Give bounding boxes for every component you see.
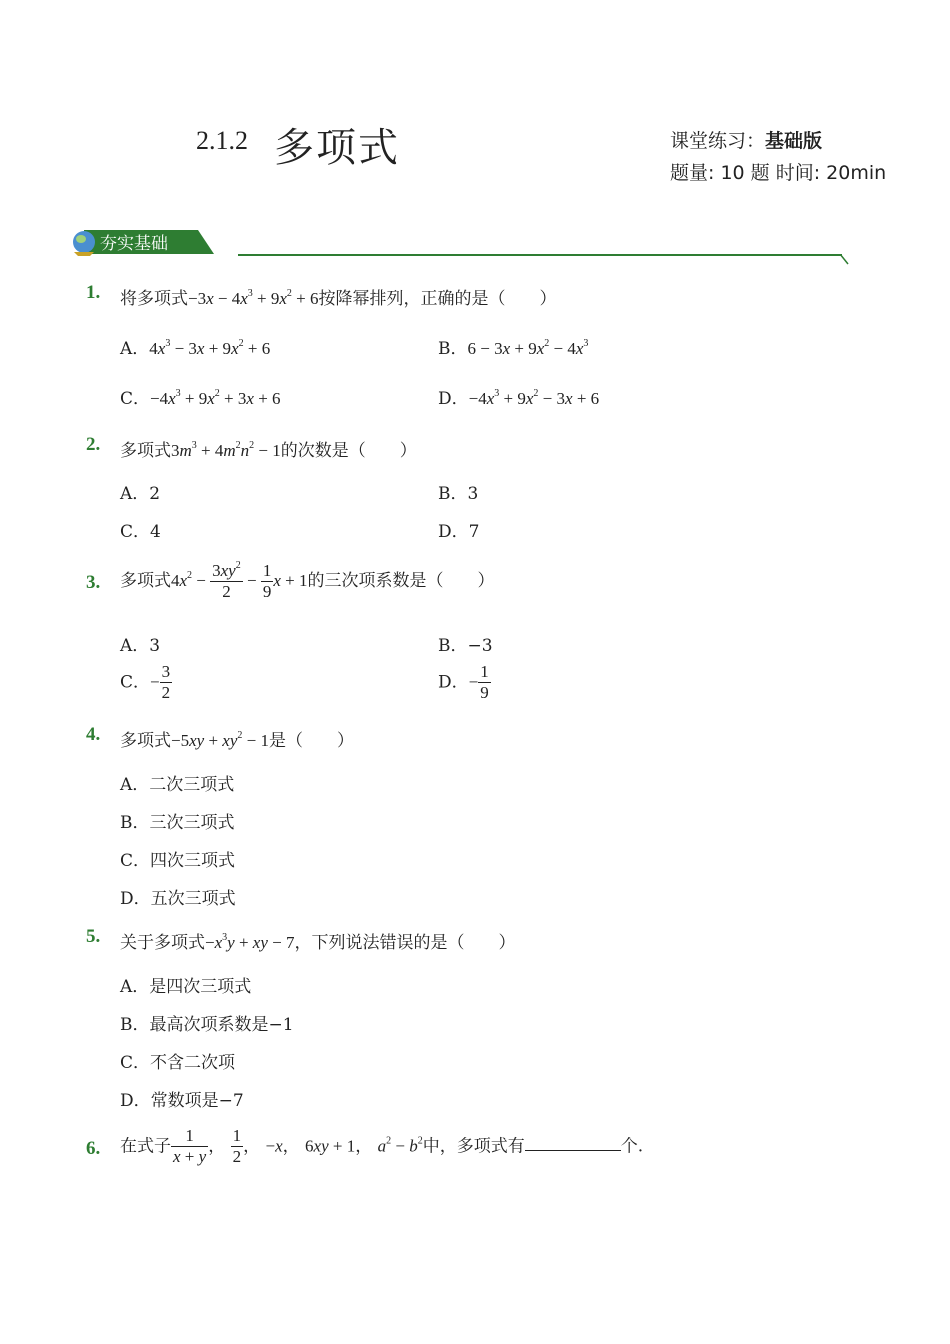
question-stem: 将多项式$-3x - 4x^3 + 9x^2 + 6$按降幂排列，正确的是（ ） <box>120 288 557 309</box>
q3-option-b[interactable]: B．−3 <box>438 636 493 656</box>
q5-option-d[interactable]: D．常数项是−7 <box>120 1091 244 1111</box>
q3-option-c[interactable]: C．− $\frac{3}{2}$ <box>120 662 171 703</box>
q4-option-c[interactable]: C．四次三项式 <box>120 851 236 871</box>
question-number: 4. <box>86 724 101 745</box>
q4-option-a[interactable]: A．二次三项式 <box>120 775 235 795</box>
section-banner <box>72 228 214 256</box>
divider-tail <box>840 254 850 266</box>
practice-level: 基础版 <box>765 130 823 152</box>
q2-option-a[interactable]: A．2 <box>120 484 161 504</box>
question-stem: 在式子 $\frac{1}{x + y}$ ， $\frac{1}{2}$ ， −x， 6xy + 1， $a^2 - b^2$中，多项式有 个. <box>120 1126 644 1167</box>
page-title: 多项式 <box>274 125 400 171</box>
question-number: 6. <box>86 1138 101 1159</box>
section-label: 夯实基础 <box>100 234 168 254</box>
q5-option-c[interactable]: C．不含二次项 <box>120 1053 236 1073</box>
section-divider <box>238 254 842 256</box>
q2-option-d[interactable]: D．7 <box>438 522 480 542</box>
q2-option-c[interactable]: C．4 <box>120 522 161 542</box>
q4-option-b[interactable]: B．三次三项式 <box>120 813 235 833</box>
question-stem: 多项式$4x^2$ − $\frac{3xy^2}{2}$ − $\frac{1}{9}$ x + 1的三次项系数是（ ） <box>120 560 495 602</box>
practice-info <box>670 126 822 153</box>
question-stem: 多项式$3m^3 + 4m^2n^2 - 1$的次数是（ ） <box>120 440 417 461</box>
q4-option-d[interactable]: D．五次三项式 <box>120 889 236 909</box>
question-stem: 关于多项式$-x^3y$ + xy − 7，下列说法错误的是（ ） <box>120 932 516 953</box>
q5-option-b[interactable]: B．最高次项系数是−1 <box>120 1015 294 1035</box>
practice-stats: 题量: 10 题 时间: 20min <box>670 162 887 184</box>
q3-option-d[interactable]: D．− $\frac{1}{9}$ <box>438 662 489 703</box>
q5-option-a[interactable]: A．是四次三项式 <box>120 977 252 997</box>
answer-blank[interactable] <box>525 1134 621 1151</box>
section-number: 2.1.2 <box>196 126 248 155</box>
q1-option-d[interactable]: D．$-4x^3 + 9x^2 - 3x + 6$ <box>438 388 600 409</box>
q3-option-a[interactable]: A．3 <box>120 636 161 656</box>
q2-option-b[interactable]: B．3 <box>438 484 479 504</box>
q1-option-a[interactable]: A．$4x^3 - 3x + 9x^2 + 6$ <box>120 338 271 359</box>
question-number: 5. <box>86 926 101 947</box>
question-stem: 多项式$-5xy + xy^2 - 1$是（ ） <box>120 730 354 751</box>
question-number: 2. <box>86 434 101 455</box>
q1-option-c[interactable]: C．$-4x^3 + 9x^2 + 3x + 6$ <box>120 388 281 409</box>
question-number: 1. <box>86 282 101 303</box>
practice-label: 课堂练习： <box>670 130 766 152</box>
question-number: 3. <box>86 572 101 593</box>
q1-option-b[interactable]: B．$6 - 3x + 9x^2 - 4x^3$ <box>438 338 589 359</box>
